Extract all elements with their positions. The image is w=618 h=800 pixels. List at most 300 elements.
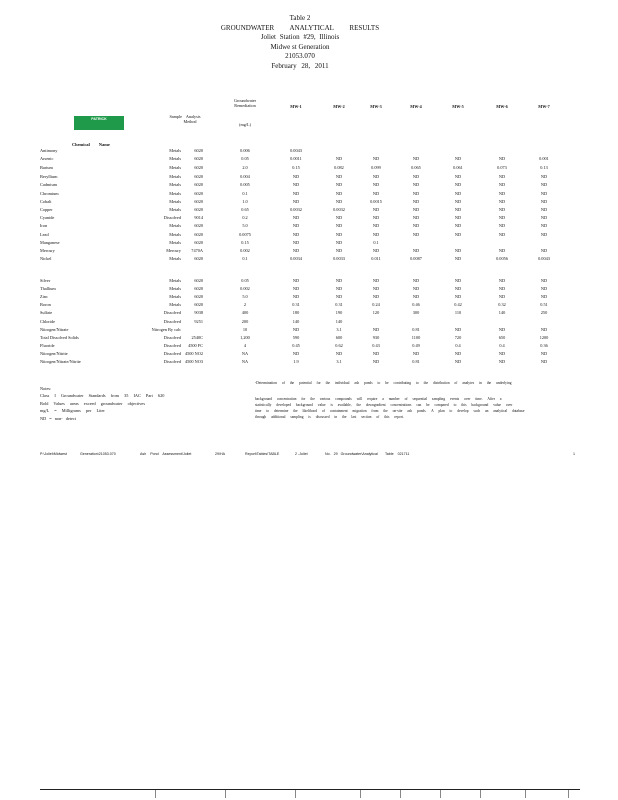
note-line: mg/L = Milligrams per Liter bbox=[40, 408, 105, 414]
standard-value: 0.005 bbox=[240, 182, 250, 187]
sample-analysis-header bbox=[160, 114, 210, 124]
result-value: 930 bbox=[372, 335, 380, 340]
result-value: 0.0056 bbox=[496, 256, 508, 261]
chemical-name: Mercury bbox=[40, 248, 55, 253]
result-value: 0.1 bbox=[373, 240, 379, 245]
table-row bbox=[0, 359, 618, 365]
result-value: ND bbox=[540, 327, 548, 332]
table-row bbox=[0, 174, 618, 180]
standard-value: 4 bbox=[243, 343, 247, 348]
result-value: 0.49 bbox=[412, 343, 420, 348]
standard-value: 0.004 bbox=[240, 174, 250, 179]
chemical-name: Zinc bbox=[40, 294, 48, 299]
result-value: ND bbox=[372, 286, 380, 291]
result-value: 0.62 bbox=[335, 343, 343, 348]
result-value: ND bbox=[412, 294, 420, 299]
remark-line: -Determination of the potential for the individual ash ponds to be contributing to the distribution of analytes in the underlying bbox=[255, 381, 512, 385]
result-value: ND bbox=[498, 182, 506, 187]
result-value: ND bbox=[498, 191, 506, 196]
analysis-method: 6020 bbox=[194, 223, 203, 228]
table-row bbox=[0, 319, 618, 325]
result-value: ND bbox=[412, 199, 420, 204]
result-value: ND bbox=[292, 240, 300, 245]
well-header-mw-1: MW-1 bbox=[290, 104, 302, 109]
result-value: 0.0034 bbox=[290, 256, 302, 261]
sample-type: Metals bbox=[169, 294, 181, 299]
result-value: 0.011 bbox=[371, 256, 381, 261]
result-value: 0.51 bbox=[540, 302, 548, 307]
result-value: 0.0043 bbox=[538, 256, 550, 261]
result-value: ND bbox=[498, 294, 506, 299]
result-value: 0.81 bbox=[412, 327, 420, 332]
result-value: ND bbox=[540, 248, 548, 253]
result-value: 0.4 bbox=[455, 343, 461, 348]
chemical-name: Nickel bbox=[40, 256, 52, 261]
table-row bbox=[0, 232, 618, 238]
standard-value: 200 bbox=[241, 319, 249, 324]
analysis-method: 6020 bbox=[194, 232, 203, 237]
result-value: ND bbox=[454, 351, 462, 356]
chemical-name: Sulfate bbox=[40, 310, 53, 315]
result-value: ND bbox=[498, 156, 506, 161]
result-value: 0.0032 bbox=[333, 207, 345, 212]
method-label: Method bbox=[183, 119, 197, 124]
result-value: 0.0033 bbox=[333, 256, 345, 261]
bottom-bar-cell bbox=[360, 790, 361, 798]
result-value: ND bbox=[454, 174, 462, 179]
result-value: ND bbox=[292, 199, 300, 204]
analysis-method: 6020 bbox=[194, 199, 203, 204]
result-value: ND bbox=[412, 191, 420, 196]
result-value: 0.43 bbox=[372, 343, 380, 348]
analysis-method: 6020 bbox=[194, 240, 203, 245]
result-value: ND bbox=[372, 327, 380, 332]
result-value: ND bbox=[292, 182, 300, 187]
result-value: ND bbox=[335, 248, 343, 253]
remark-line: background concentration for the various compounds will require a number of sequential sampling events over time. After a bbox=[255, 397, 502, 401]
result-value: ND bbox=[372, 207, 380, 212]
result-value: 0.46 bbox=[412, 302, 420, 307]
sample-type: Metals bbox=[169, 174, 181, 179]
result-value: ND bbox=[335, 294, 343, 299]
client-name: Midwe st Generation bbox=[270, 42, 330, 51]
sample-type: Metals bbox=[169, 182, 181, 187]
result-value: 0.45 bbox=[292, 343, 300, 348]
result-value: ND bbox=[454, 359, 462, 364]
footer-no: No. 29 Groundwater\Analytical bbox=[325, 452, 378, 456]
result-value: 0.81 bbox=[412, 359, 420, 364]
result-value: 0.4 bbox=[499, 343, 505, 348]
standard-value: 0.65 bbox=[241, 207, 249, 212]
sample-type: Dissolved bbox=[163, 359, 181, 364]
standard-value: 0.0075 bbox=[239, 232, 251, 237]
result-value: ND bbox=[372, 351, 380, 356]
analysis-method: 9038 bbox=[194, 310, 203, 315]
table-row bbox=[0, 182, 618, 188]
result-value: 3.1 bbox=[336, 327, 342, 332]
analysis-method: 6020 bbox=[194, 182, 203, 187]
table-row bbox=[0, 240, 618, 246]
result-value: 0.31 bbox=[292, 302, 300, 307]
sample-type: Mercury bbox=[166, 248, 181, 253]
standard-value: 0.002 bbox=[240, 248, 250, 253]
analysis-method: 6020 bbox=[194, 302, 203, 307]
result-value: ND bbox=[540, 207, 548, 212]
table-row bbox=[0, 351, 618, 357]
std-line1: Groundwater bbox=[233, 98, 257, 103]
sample-type: Metals bbox=[169, 156, 181, 161]
result-value: ND bbox=[454, 278, 462, 283]
result-value: 0.099 bbox=[371, 165, 381, 170]
sample-type: Metals bbox=[169, 278, 181, 283]
table-row bbox=[0, 199, 618, 205]
result-value: ND bbox=[292, 215, 300, 220]
result-value: ND bbox=[335, 240, 343, 245]
result-value: ND bbox=[292, 278, 300, 283]
result-value: 0.15 bbox=[292, 165, 300, 170]
result-value: 1200 bbox=[539, 335, 549, 340]
result-value: ND bbox=[335, 156, 343, 161]
result-value: ND bbox=[335, 223, 343, 228]
result-value: ND bbox=[498, 174, 506, 179]
result-value: ND bbox=[412, 156, 420, 161]
sample-analysis-label: Sample Analysis bbox=[169, 114, 201, 119]
result-value: ND bbox=[292, 174, 300, 179]
chemical-name: Lead bbox=[40, 232, 49, 237]
result-value: ND bbox=[540, 215, 548, 220]
bottom-bar-cell bbox=[480, 790, 481, 798]
result-value: ND bbox=[372, 223, 380, 228]
table-row bbox=[0, 286, 618, 292]
result-value: 1.9 bbox=[293, 359, 299, 364]
table-number: Table 2 bbox=[289, 14, 311, 22]
chemical-name: Cadmium bbox=[40, 182, 57, 187]
sample-type: Metals bbox=[169, 286, 181, 291]
result-value: ND bbox=[454, 286, 462, 291]
chemical-name-header: Chemical Name bbox=[72, 142, 110, 147]
sample-type: Metals bbox=[169, 207, 181, 212]
result-value: ND bbox=[335, 232, 343, 237]
result-value: ND bbox=[498, 207, 506, 212]
result-value: ND bbox=[335, 191, 343, 196]
sample-type: Dissolved bbox=[163, 335, 181, 340]
result-value: 300 bbox=[412, 310, 420, 315]
sample-type: Dissolved bbox=[163, 310, 181, 315]
result-value: 0.0087 bbox=[410, 256, 422, 261]
result-value: ND bbox=[412, 182, 420, 187]
sample-type: Dissolved bbox=[163, 319, 181, 324]
result-value: 120 bbox=[372, 310, 380, 315]
bottom-bar-cell bbox=[400, 790, 401, 798]
result-value: ND bbox=[454, 248, 462, 253]
analysis-method: 6020 bbox=[194, 278, 203, 283]
result-value: ND bbox=[335, 278, 343, 283]
result-value: 0.31 bbox=[335, 302, 343, 307]
result-value: ND bbox=[498, 199, 506, 204]
result-value: ND bbox=[540, 294, 548, 299]
sample-type: Metals bbox=[169, 165, 181, 170]
result-value: ND bbox=[292, 294, 300, 299]
analysis-method: 9251 bbox=[194, 319, 203, 324]
result-value: 140 bbox=[292, 319, 300, 324]
result-value: ND bbox=[454, 182, 462, 187]
analysis-method: 6020 bbox=[194, 174, 203, 179]
result-value: ND bbox=[412, 174, 420, 179]
chemical-name: Boron bbox=[40, 302, 51, 307]
table-row bbox=[0, 165, 618, 171]
footer-ash: Ash Pond Assessment\Joliet bbox=[140, 452, 192, 456]
standard-value: 0.006 bbox=[240, 148, 250, 153]
table-row bbox=[0, 302, 618, 308]
result-value: ND bbox=[335, 286, 343, 291]
result-value: 0.065 bbox=[411, 165, 421, 170]
bottom-bar-cell bbox=[225, 790, 226, 798]
chemical-name: Iron bbox=[40, 223, 48, 228]
footer-report: Report\Tables\TABLE bbox=[245, 452, 280, 456]
result-value: 0.001 bbox=[539, 156, 549, 161]
table-title: GROUNDWATER ANALYTICAL RESULTS bbox=[220, 23, 380, 32]
sample-type: Metals bbox=[169, 232, 181, 237]
table-row bbox=[0, 223, 618, 229]
result-value: 180 bbox=[292, 310, 300, 315]
footer-gen: Generation\21053.070 bbox=[80, 452, 116, 456]
result-value: ND bbox=[498, 359, 506, 364]
analysis-method: 6020 bbox=[194, 207, 203, 212]
table-row bbox=[0, 156, 618, 162]
analysis-method: 6020 bbox=[194, 191, 203, 196]
result-value: ND bbox=[412, 207, 420, 212]
result-value: ND bbox=[498, 278, 506, 283]
result-value: 590 bbox=[292, 335, 300, 340]
analysis-method: 6020 bbox=[194, 256, 203, 261]
result-value: ND bbox=[540, 191, 548, 196]
result-value: ND bbox=[335, 182, 343, 187]
result-value: 0.061 bbox=[453, 165, 463, 170]
footer-path: P:\Joliet\Midwest bbox=[40, 452, 67, 456]
page-number: 1 bbox=[573, 452, 575, 456]
result-value: ND bbox=[454, 256, 462, 261]
chemical-name: Copper bbox=[40, 207, 53, 212]
result-value: 0.36 bbox=[540, 343, 548, 348]
sample-type: Metals bbox=[169, 256, 181, 261]
standard-value: 400 bbox=[241, 310, 249, 315]
chemical-name: Chromium bbox=[40, 191, 59, 196]
chemical-name: Nitrogen/Nitrate bbox=[40, 327, 69, 332]
result-value: 140 bbox=[498, 310, 506, 315]
table-row bbox=[0, 256, 618, 262]
sample-type: Metals bbox=[169, 223, 181, 228]
chemical-name: Manganese bbox=[40, 240, 60, 245]
result-value: ND bbox=[372, 278, 380, 283]
result-value: 190 bbox=[335, 310, 343, 315]
chemical-name: Beryllium bbox=[40, 174, 58, 179]
result-value: ND bbox=[292, 223, 300, 228]
bottom-bar-cell bbox=[295, 790, 296, 798]
bottom-bar-cell bbox=[155, 790, 156, 798]
report-date: February 28, 2011 bbox=[271, 61, 329, 70]
table-row bbox=[0, 335, 618, 341]
result-value: ND bbox=[292, 327, 300, 332]
standard-value: 0.1 bbox=[242, 191, 248, 196]
footer-num: 29\HA bbox=[215, 452, 225, 456]
chemical-name: Antimony bbox=[40, 148, 58, 153]
standard-value: 1.0 bbox=[242, 199, 248, 204]
result-value: ND bbox=[412, 351, 420, 356]
station-name: Joliet Station #29, Illinois bbox=[260, 33, 340, 42]
result-value: 0.0043 bbox=[290, 148, 302, 153]
result-value: ND bbox=[540, 351, 548, 356]
bottom-bar-cell bbox=[568, 790, 569, 798]
standard-value: 2.0 bbox=[242, 165, 248, 170]
analysis-method: 4500 FC bbox=[188, 343, 203, 348]
remark-line: statistically developed background value is available, the downgradient concentrations can be compared to this background value over bbox=[255, 403, 513, 407]
chemical-name: Cobalt bbox=[40, 199, 52, 204]
chemical-name: Nitrogen/Nitrate/Nitrite bbox=[40, 359, 81, 364]
result-value: 0.073 bbox=[497, 165, 507, 170]
analysis-method: 6020 bbox=[194, 165, 203, 170]
sample-type: Dissolved bbox=[163, 343, 181, 348]
well-header-mw-6: MW-6 bbox=[496, 104, 508, 109]
sample-type: Metals bbox=[169, 199, 181, 204]
standard-value: 0.002 bbox=[240, 286, 250, 291]
table-row bbox=[0, 294, 618, 300]
result-value: ND bbox=[335, 199, 343, 204]
std-line2: Remediation bbox=[234, 103, 256, 108]
chemical-name: Barium bbox=[40, 165, 53, 170]
result-value: ND bbox=[498, 223, 506, 228]
notes-section bbox=[40, 385, 240, 422]
chemical-name: Thallium bbox=[40, 286, 56, 291]
result-value: ND bbox=[372, 191, 380, 196]
result-value: ND bbox=[540, 286, 548, 291]
remark-line: time to determine the likelihood of containment migration from the on-site ash ponds. A plan to develop such an analytical database bbox=[255, 409, 525, 413]
standard-value: NA bbox=[241, 359, 249, 364]
table-row bbox=[0, 343, 618, 349]
result-value: ND bbox=[454, 215, 462, 220]
analysis-method: 2540C bbox=[191, 335, 203, 340]
result-value: ND bbox=[412, 215, 420, 220]
note-line: Bold Values areas exceed groundwater objectives bbox=[40, 400, 145, 406]
result-value: ND bbox=[412, 223, 420, 228]
result-value: ND bbox=[292, 286, 300, 291]
bottom-bar-cell bbox=[440, 790, 441, 798]
result-value: ND bbox=[540, 223, 548, 228]
result-value: 140 bbox=[335, 319, 343, 324]
table-row bbox=[0, 148, 618, 154]
note-line: ND = non- detect bbox=[40, 415, 76, 421]
result-value: ND bbox=[498, 232, 506, 237]
chemical-name: Silver bbox=[40, 278, 51, 283]
note-line: Class I Groundwater Standards from 35 IAC Part 620 bbox=[40, 393, 165, 399]
result-value: ND bbox=[540, 232, 548, 237]
result-value: ND bbox=[454, 156, 462, 161]
result-value: 0.32 bbox=[498, 302, 506, 307]
standard-value: NA bbox=[241, 351, 249, 356]
title-block bbox=[150, 14, 450, 72]
analysis-method: 6020 bbox=[194, 286, 203, 291]
notes-label: Notes: bbox=[40, 386, 52, 391]
result-value: ND bbox=[335, 174, 343, 179]
standard-value: 0.05 bbox=[241, 278, 249, 283]
standard-value: 5.0 bbox=[242, 294, 248, 299]
result-value: ND bbox=[372, 294, 380, 299]
std-line3: (mg/L) bbox=[239, 122, 251, 127]
result-value: 600 bbox=[335, 335, 343, 340]
well-header-mw-4: MW-4 bbox=[410, 104, 422, 109]
result-value: ND bbox=[412, 286, 420, 291]
sample-type: Metals bbox=[169, 148, 181, 153]
logo-name: PATRICK bbox=[91, 117, 107, 121]
standard-value: 0.1 bbox=[242, 256, 248, 261]
standard-value: 0.2 bbox=[242, 215, 248, 220]
result-value: ND bbox=[454, 232, 462, 237]
sample-type: Metals bbox=[169, 191, 181, 196]
result-value: ND bbox=[335, 351, 343, 356]
analysis-method: 9014 bbox=[194, 215, 203, 220]
sample-type: Metals bbox=[169, 240, 181, 245]
result-value: ND bbox=[498, 327, 506, 332]
result-value: ND bbox=[372, 248, 380, 253]
remark-line: through additional sampling is discussed in the last section of this report. bbox=[255, 415, 404, 419]
chemical-name: Cyanide bbox=[40, 215, 55, 220]
standard-value: 0.15 bbox=[241, 240, 249, 245]
result-value: ND bbox=[540, 199, 548, 204]
analysis-method: 7470A bbox=[191, 248, 203, 253]
result-value: ND bbox=[292, 191, 300, 196]
analysis-method: 6020 bbox=[194, 156, 203, 161]
result-value: 0.13 bbox=[540, 165, 548, 170]
result-value: ND bbox=[454, 294, 462, 299]
standard-value: 2 bbox=[243, 302, 247, 307]
result-value: 650 bbox=[498, 335, 506, 340]
result-value: ND bbox=[372, 232, 380, 237]
sample-type: Nitrogen By calc bbox=[151, 327, 181, 332]
result-value: 0.0011 bbox=[290, 156, 302, 161]
analysis-method: 6020 bbox=[194, 148, 203, 153]
well-header-mw-5: MW-5 bbox=[452, 104, 464, 109]
sample-type: Dissolved bbox=[163, 351, 181, 356]
footer-table: Table 021711 bbox=[385, 452, 410, 456]
analysis-method: 4500 NO2 bbox=[184, 351, 203, 356]
analysis-method: 6020 bbox=[194, 294, 203, 299]
table-row bbox=[0, 327, 618, 333]
result-value: ND bbox=[540, 182, 548, 187]
result-value: ND bbox=[372, 174, 380, 179]
chemical-name: Arsenic bbox=[40, 156, 54, 161]
result-value: 0.24 bbox=[372, 302, 380, 307]
result-value: ND bbox=[372, 156, 380, 161]
footer-t2: 2 -Joliet bbox=[295, 452, 308, 456]
chemical-name: Nitrogen/Nitrite bbox=[40, 351, 68, 356]
result-value: 0.0015 bbox=[370, 199, 382, 204]
standard-value: 10 bbox=[242, 327, 248, 332]
analysis-method: 4500 NO3 bbox=[184, 359, 203, 364]
result-value: ND bbox=[540, 278, 548, 283]
result-value: ND bbox=[372, 182, 380, 187]
result-value: ND bbox=[412, 278, 420, 283]
chemical-name: Fluoride bbox=[40, 343, 55, 348]
result-value: ND bbox=[292, 351, 300, 356]
standard-header bbox=[225, 98, 265, 127]
standard-value: 0.05 bbox=[241, 156, 249, 161]
table-row bbox=[0, 248, 618, 254]
result-value: ND bbox=[498, 351, 506, 356]
result-value: ND bbox=[454, 199, 462, 204]
project-number: 21053.070 bbox=[285, 52, 315, 61]
result-value: ND bbox=[454, 327, 462, 332]
result-value: ND bbox=[454, 191, 462, 196]
result-value: 250 bbox=[540, 310, 548, 315]
